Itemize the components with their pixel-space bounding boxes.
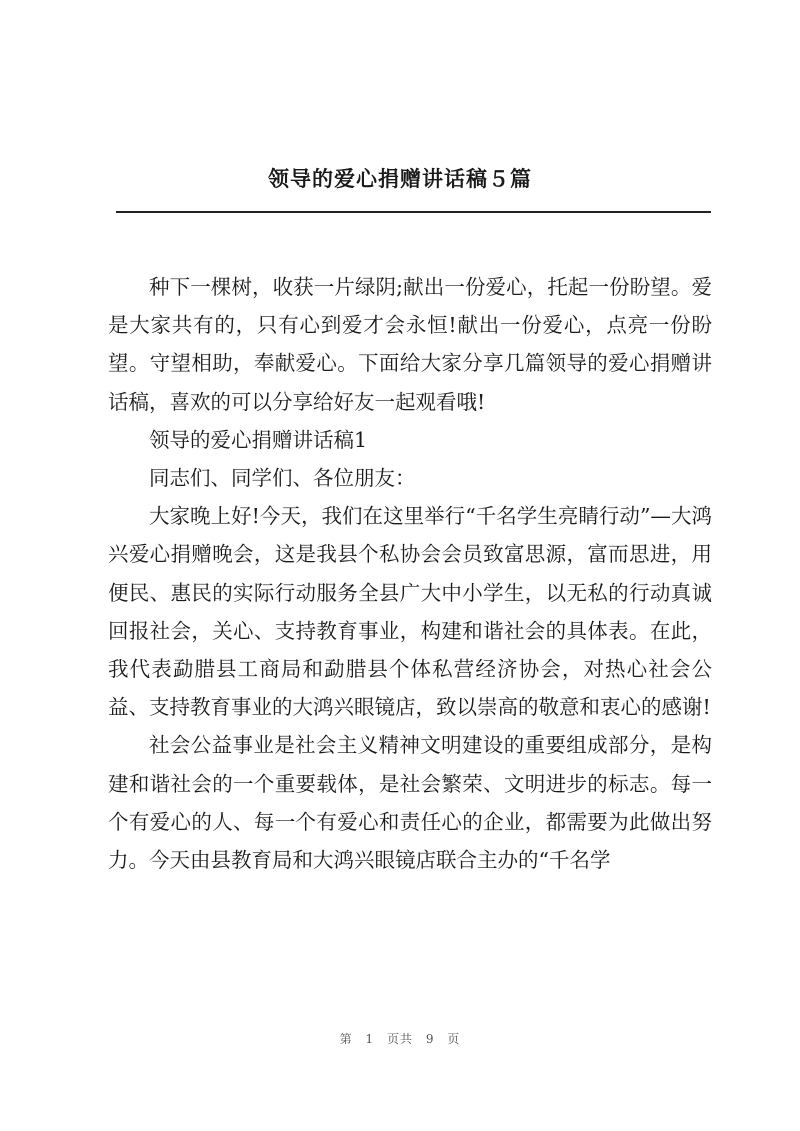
document-title: 领导的爱心捐赠讲话稿５篇	[268, 166, 532, 191]
current-page-number: 1	[365, 1032, 375, 1046]
body-paragraph: 大家晚上好!今天，我们在这里举行“千名学生亮睛行动”—大鸿兴爱心捐赠晚会，这是我县个私协会会员致富思源，富而思进，用便民、惠民的实际行动服务全县广大中小学生，以无私的行动真诚回报社会，关心、支持教育事业，构建和谐社会的具体表。在此，我代表勐腊县工商局和勐腊县个体私营经济协会，对热心社会公益、支持教育事业的大鸿兴眼镜店，致以崇高的敬意和衷心的感谢!	[108, 504, 712, 720]
footer-middle: 页共	[386, 1032, 413, 1046]
title-divider	[116, 211, 711, 213]
total-page-count: 9	[425, 1032, 435, 1046]
page-footer	[0, 1030, 800, 1047]
salutation: 同志们、同学们、各位朋友：	[149, 466, 416, 491]
section-heading: 领导的爱心捐赠讲话稿1	[149, 427, 368, 452]
body-paragraph: 社会公益事业是社会主义精神文明建设的重要组成部分，是构建和谐社会的一个重要载体，是社会繁荣、文明进步的标志。每一个有爱心的人、每一个有爱心和责任心的企业，都需要为此做出努力。今天由县教育局和大鸿兴眼镜店联合主办的“千名学	[108, 733, 712, 873]
intro-paragraph: 种下一棵树，收获一片绿阴;献出一份爱心，托起一份盼望。爱是大家共有的，只有心到爱才会永恒!献出一份爱心，点亮一份盼望。守望相助，奉献爱心。下面给大家分享几篇领导的爱心捐赠讲话稿，喜欢的可以分享给好友一起观看哦!	[108, 275, 712, 414]
document-body	[108, 268, 712, 879]
footer-prefix: 第	[339, 1032, 353, 1046]
footer-suffix: 页	[447, 1032, 461, 1046]
